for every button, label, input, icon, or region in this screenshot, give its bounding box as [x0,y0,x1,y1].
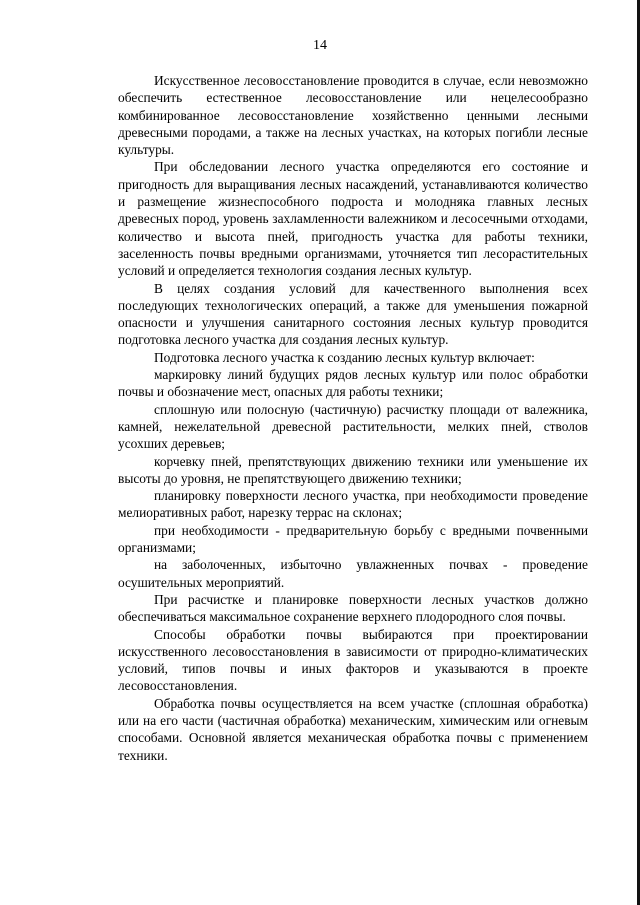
paragraph: При расчистке и планировке поверхности лесных участков должно обеспечиваться максимальное сохранение верхнего плодородного слоя почвы. [118,591,588,625]
list-item-paragraph: сплошную или полосную (частичную) расчистку площади от валежника, камней, нежелательной древесной растительности, мелких пней, стволов усохших деревьев; [118,401,588,452]
list-item-paragraph: корчевку пней, препятствующих движению техники или уменьшение их высоты до уровня, не препятствующего движению техники; [118,453,588,486]
paragraph: Обработка почвы осуществляется на всем участке (сплошная обработка) или на его части (частичная обработка) механическим, химическим или огневым способами. Основной является механическая обработка почвы с применением техники. [118,695,588,763]
document-body [118,72,588,764]
paragraph: В целях создания условий для качественного выполнения всех последующих технологических операций, а также для уменьшения пожарной опасности и улучшения санитарного состояния лесных культур проводится подготовка лесного участка для создания лесных культур. [118,280,588,348]
list-item-paragraph: планировку поверхности лесного участка, при необходимости проведение мелиоративных работ, нарезку террас на склонах; [118,488,588,521]
page-number: 14 [313,38,327,53]
list-item-paragraph: на заболоченных, избыточно увлажненных почвах - проведение осушительных мероприятий. [118,557,588,590]
list-item-paragraph: маркировку линий будущих рядов лесных культур или полос обработки почвы и обозначение мест, опасных для работы техники; [118,367,588,400]
list-item-paragraph: при необходимости - предварительную борьбу с вредными почвенными организмами; [118,522,588,556]
paragraph: Подготовка лесного участка к созданию лесных культур включает: [154,349,535,365]
paragraph: Способы обработки почвы выбираются при проектировании искусственного лесовосстановления в зависимости от природно-климатических условий, типов почвы и иных факторов и указываются в проекте лесовосстановления. [118,626,588,694]
paragraph: Искусственное лесовосстановление проводится в случае, если невозможно обеспечить естественное лесовосстановление или нецелесообразно комбинированное лесовосстановление хозяйственно ценными лесными древесными породами, а также на лесных участках, на которых погибли лесные культуры. [118,73,588,158]
paragraph: При обследовании лесного участка определяются его состояние и пригодность для выращивания лесных насаждений, устанавливаются количество и размещение жизнеспособного подроста и молодняка главных лесных древесных пород, уровень захламленности валежником и лесосечными отходами, количество и высота пней, пригодность участка для работы техники, заселенность почвы вредными организмами, уточняется тип лесорастительных условий и определяется технология создания лесных культур. [118,159,588,279]
